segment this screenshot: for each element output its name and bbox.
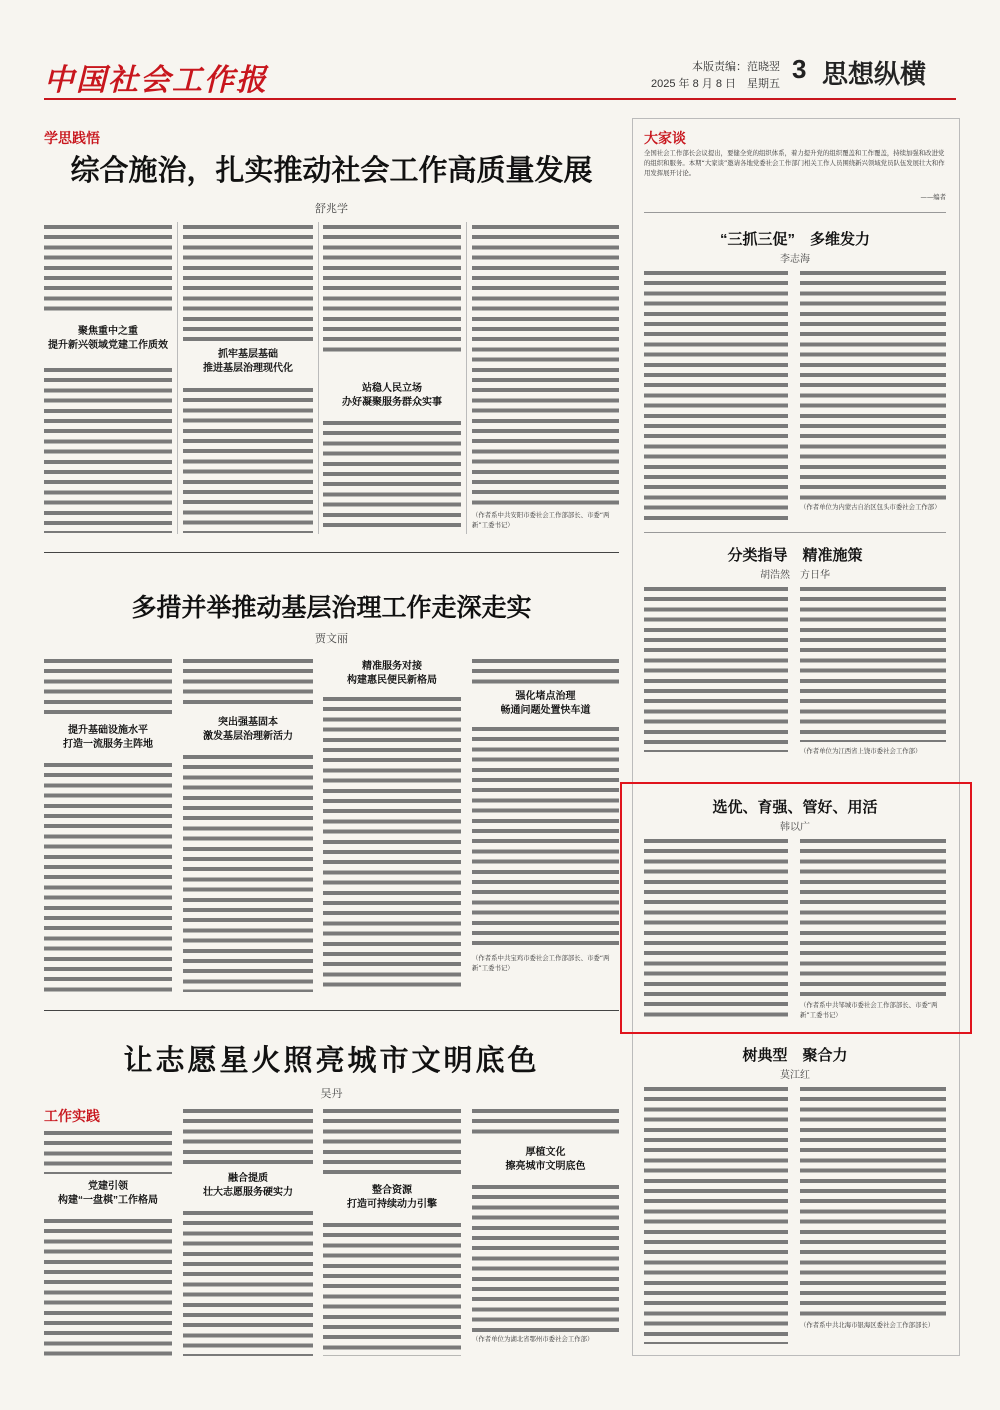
sidebar-piece1-title: “三抓三促” 多维发力 (719, 231, 870, 248)
article1-col1-text (44, 222, 172, 312)
divider-1 (44, 552, 619, 553)
sidebar-piece4-note: （作者系中共北海市银海区委社会工作部部长） (800, 1321, 935, 1329)
sidebar-piece2-col2 (800, 584, 946, 742)
article1-col3-text (323, 222, 461, 352)
sidebar-piece2-title: 分类指导 精准施策 (727, 547, 863, 564)
article3-col2-text (183, 1106, 313, 1166)
article3-headline: 让志愿星火照亮城市文明底色 (123, 1043, 540, 1077)
col-sep (177, 222, 178, 534)
article3-byline: 吴丹 (320, 1088, 343, 1100)
article1-byline: 舒兆学 (315, 203, 348, 215)
sidebar-intro-sign: ——编者 (920, 193, 946, 201)
section-title: 思想纵横 (822, 59, 927, 89)
article3-col4-text (472, 1106, 619, 1136)
sidebar-column-name: 大家谈 (644, 130, 686, 146)
article2-col3-text (323, 694, 461, 992)
article1-author-note: （作者系中共安阳市委社会工作部部长、市委“两新”工委书记） (472, 511, 610, 530)
col-sep (318, 222, 319, 534)
sidebar-divider-0 (644, 212, 946, 213)
article3-subhead-2: 融合提质 壮大志愿服务硬实力 (203, 1173, 293, 1198)
sidebar-piece1-col1 (644, 268, 788, 520)
article3-subhead-4: 厚植文化 擦亮城市文明底色 (505, 1147, 586, 1172)
article3-col4-text-b (472, 1182, 619, 1332)
article1-col2-text-b (183, 385, 313, 533)
article3-author-note: （作者单位为湖北省鄂州市委社会工作部） (472, 1335, 594, 1343)
article2-col1-text (44, 656, 172, 718)
article1-col4-text (472, 222, 619, 507)
sidebar-piece4-col2 (800, 1084, 946, 1316)
article1-col1-text-b (44, 365, 172, 533)
editor-line: 本版责编：范晓翌 (692, 61, 780, 73)
sidebar-piece3-col2 (800, 836, 946, 998)
date-line: 2025 年 8 月 8 日 星期五 (651, 78, 780, 90)
sidebar-piece1-col2 (800, 268, 946, 500)
sidebar-piece2-col1 (644, 584, 788, 752)
article2-subhead-4: 强化堵点治理 畅通问题处置快车道 (500, 691, 591, 716)
page-number: 3 (792, 54, 807, 84)
col-sep (466, 222, 467, 534)
sidebar-piece1-note: （作者单位为内蒙古自治区包头市委社会工作部） (800, 503, 941, 511)
article1-kicker: 学思践悟 (44, 130, 100, 146)
sidebar-divider-1 (644, 532, 946, 533)
article1-subhead-2: 抓牢基层基础 推进基层治理现代化 (203, 349, 293, 374)
article3-col2-text-b (183, 1208, 313, 1356)
article2-col2-text-b (183, 752, 313, 992)
sidebar-intro: 全国社会工作部长会议提出，要健全党的组织体系，着力提升党的组织覆盖和工作覆盖，持续加强和改进党的组织和服务。本期“大家谈”邀请各地党委社会工作部门相关工作人员围绕新兴领域党员队伍发展壮大和作用发挥展开讨论。 (644, 149, 945, 178)
article2-subhead-1: 提升基础设施水平 打造一流服务主阵地 (63, 725, 153, 750)
divider-2 (44, 1010, 619, 1011)
sidebar-piece3-note: （作者系中共邹城市委社会工作部部长、市委“两新”工委书记） (800, 1001, 938, 1020)
article2-col4-text (472, 656, 619, 686)
article2-headline: 多措并举推动基层治理工作走深走实 (131, 593, 532, 622)
sidebar-piece4-col1 (644, 1084, 788, 1344)
article3-subhead-3: 整合资源 打造可持续动力引擎 (347, 1185, 437, 1210)
sidebar-piece2-note: （作者单位为江西省上饶市委社会工作部） (800, 747, 922, 755)
article1-subhead-3: 站稳人民立场 办好凝聚服务群众实事 (342, 383, 442, 408)
sidebar-piece3-col1 (644, 836, 788, 1020)
article2-byline: 贾文丽 (315, 633, 348, 645)
sidebar-piece1-author: 李志海 (780, 254, 810, 265)
article1-headline: 综合施治，扎实推动社会工作高质量发展 (70, 153, 593, 187)
sidebar-piece3-author: 韩以广 (780, 822, 810, 833)
article2-col1-text-b (44, 760, 172, 992)
article3-col3-text-b (323, 1220, 461, 1356)
article2-subhead-2: 突出强基固本 激发基层治理新活力 (203, 717, 293, 742)
sidebar-piece4-title: 树典型 聚合力 (742, 1047, 848, 1064)
article1-col2-text (183, 222, 313, 342)
article3-kicker: 工作实践 (44, 1108, 100, 1124)
article2-col4-text-b (472, 724, 619, 949)
article3-col1-text-b (44, 1216, 172, 1356)
article1-subhead-1: 聚焦重中之重 提升新兴领域党建工作质效 (48, 326, 168, 351)
article3-subhead-1: 党建引领 构建“一盘棋”工作格局 (58, 1181, 158, 1206)
article1-col3-text-b (323, 418, 461, 533)
sidebar-piece2-author: 胡浩然 方日华 (760, 570, 830, 581)
article3-col3-text (323, 1106, 461, 1176)
masthead-rule (44, 98, 956, 100)
article2-col2-text (183, 656, 313, 704)
sidebar-piece4-author: 莫江红 (780, 1070, 810, 1081)
article3-col1-text (44, 1128, 172, 1174)
article2-author-note: （作者系中共宝鸡市委社会工作部部长、市委“两新”工委书记） (472, 954, 610, 973)
masthead-logo: 中国社会工作报 (44, 63, 268, 98)
article2-subhead-3: 精准服务对接 构建惠民便民新格局 (347, 661, 437, 686)
sidebar-piece3-title: 选优、育强、管好、用活 (712, 799, 878, 816)
